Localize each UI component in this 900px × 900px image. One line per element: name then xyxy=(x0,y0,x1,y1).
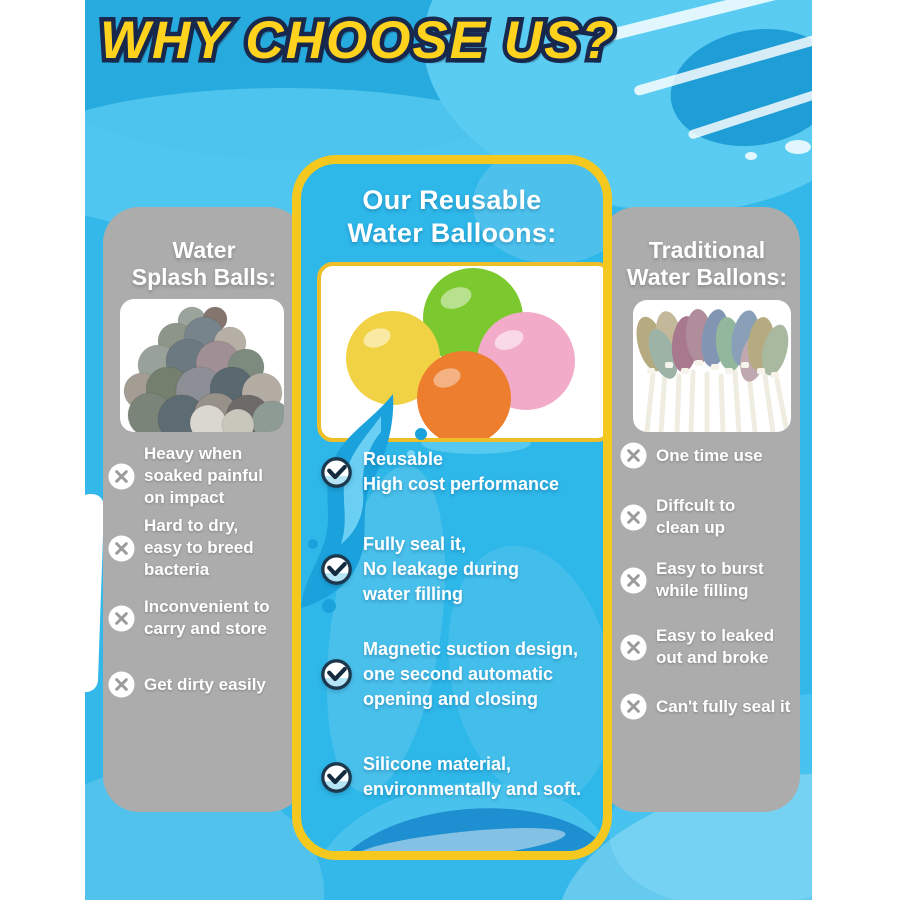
right-panel-traditional-balloons xyxy=(600,207,800,812)
right-con-item xyxy=(600,442,763,469)
cross-icon xyxy=(620,693,647,720)
center-pro-item xyxy=(301,637,578,712)
left-con-text: Hard to dry, easy to breed bacteria xyxy=(144,516,254,579)
traditional-balloons-illustration xyxy=(633,300,791,432)
right-con-text: Easy to burst while filling xyxy=(656,559,764,600)
water-droplet xyxy=(785,140,811,154)
left-panel-heading: Water Splash Balls: xyxy=(131,237,277,290)
water-background xyxy=(85,0,812,900)
center-pro-text: Reusable High cost performance xyxy=(363,449,560,494)
page-title: WHY CHOOSE US? xyxy=(100,11,616,70)
cross-icon xyxy=(108,463,135,490)
cross-icon xyxy=(620,504,647,531)
left-con-text: Inconvenient to carry and store xyxy=(144,597,270,638)
center-card-our-balloons xyxy=(292,155,612,860)
right-panel-heading: Traditional Water Ballons: xyxy=(626,237,788,290)
cross-icon xyxy=(108,535,135,562)
water-droplet xyxy=(745,152,757,160)
left-con-text: Heavy when soaked painful on impact xyxy=(144,444,264,507)
right-con-item xyxy=(600,625,774,669)
left-con-item xyxy=(103,515,254,581)
center-pro-text: Fully seal it, No leakage during water filling xyxy=(363,534,520,604)
cross-icon xyxy=(108,605,135,632)
left-con-item xyxy=(103,443,263,509)
center-pro-text: Magnetic suction design, one second automatic opening and closing xyxy=(363,639,579,709)
center-pro-item xyxy=(301,447,559,497)
cross-icon xyxy=(620,442,647,469)
right-con-item xyxy=(600,693,790,720)
right-con-item xyxy=(600,495,735,539)
right-con-item xyxy=(600,558,764,602)
cross-icon xyxy=(620,567,647,594)
right-con-text: Diffcult to clean up xyxy=(656,496,736,537)
right-con-text: One time use xyxy=(656,445,763,465)
check-icon xyxy=(321,659,352,690)
left-panel-water-splash-balls xyxy=(103,207,305,812)
left-con-item xyxy=(103,596,270,640)
right-con-text: Easy to leaked out and broke xyxy=(656,626,775,667)
card-swirl-decor xyxy=(421,859,572,860)
right-con-text: Can't fully seal it xyxy=(656,696,791,716)
check-icon xyxy=(321,762,352,793)
check-icon xyxy=(321,554,352,585)
left-con-text: Get dirty easily xyxy=(144,674,266,694)
splash-balls-photo xyxy=(120,299,284,432)
traditional-balloons-photo xyxy=(633,300,791,432)
center-pro-item xyxy=(301,532,519,607)
center-pro-text: Silicone material, environmentally and soft. xyxy=(363,754,582,799)
center-card-heading: Our Reusable Water Balloons: xyxy=(347,185,557,248)
check-icon xyxy=(321,457,352,488)
cross-icon xyxy=(620,634,647,661)
splash-balls-illustration xyxy=(120,299,284,432)
left-con-item xyxy=(103,671,266,698)
white-wave-notch xyxy=(85,494,104,693)
center-pro-item xyxy=(301,752,581,802)
cross-icon xyxy=(108,671,135,698)
